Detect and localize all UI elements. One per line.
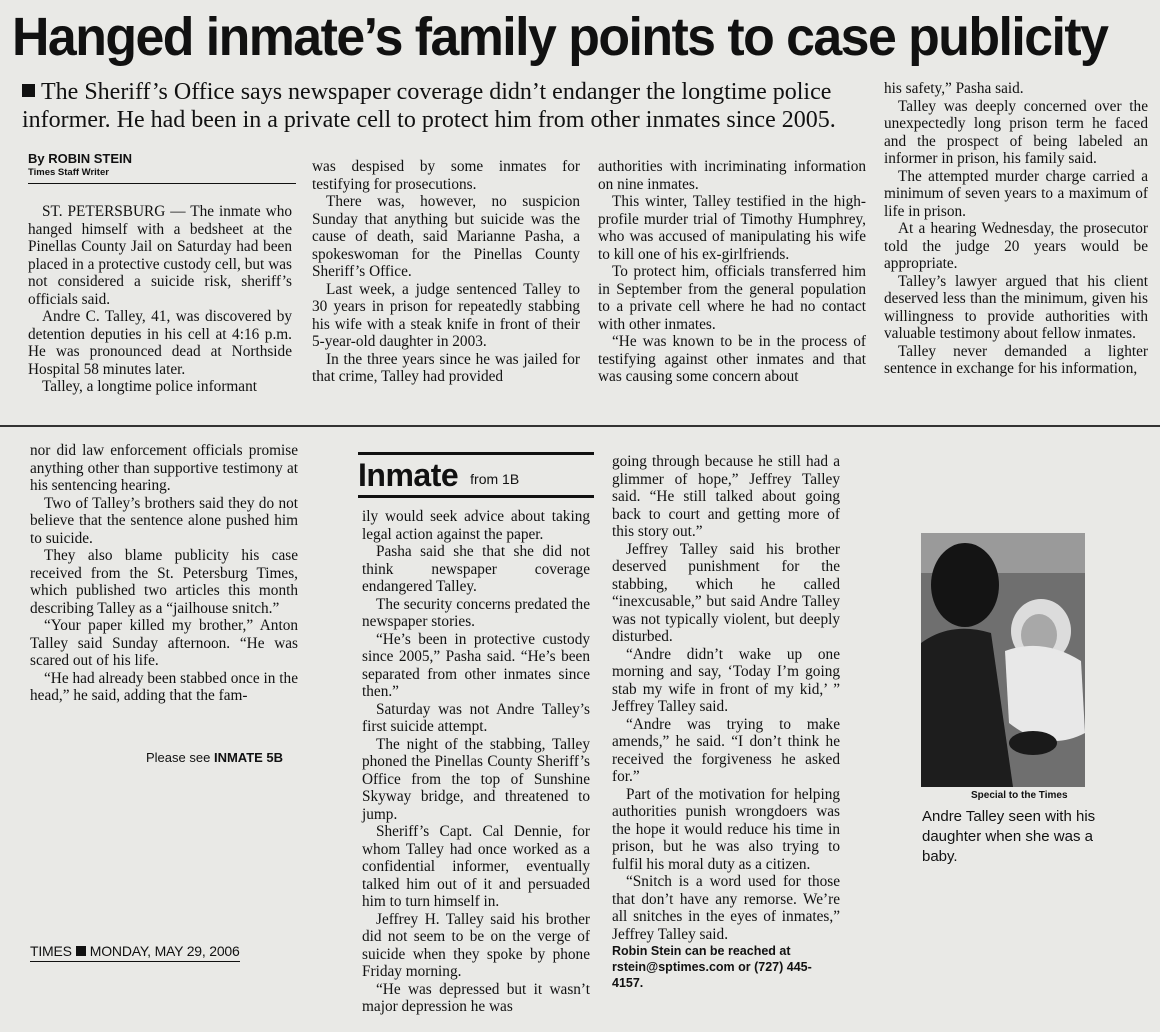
- paragraph: The security concerns predated the newspaper stories.: [362, 595, 590, 630]
- see-more-prefix: Please see: [146, 750, 211, 765]
- bullet-icon: [22, 84, 35, 97]
- paragraph: “Snitch is a word used for those that don’t have any remorse. We’re all snitches in the eyes of inmates,” Jeffrey Talley said.: [612, 873, 840, 943]
- dateline-date: MONDAY, MAY 29, 2006: [89, 943, 240, 959]
- paragraph: Part of the motivation for helping authorities punish wrongdoers was the hope it would reduce his time in prison, but he was also trying to fulfil his moral duty as a citizen.: [612, 785, 840, 873]
- square-bullet-icon: [76, 946, 86, 956]
- byline: [28, 152, 296, 184]
- column-4: [884, 80, 1148, 378]
- column-5: [30, 442, 298, 705]
- paragraph: Last week, a judge sentenced Talley to 30 years in prison for repeatedly stabbing his wife with a steak knife in front of their 5-year-old daughter in 2003.: [312, 280, 580, 350]
- column-7: [612, 453, 840, 991]
- byline-role: Times Staff Writer: [28, 167, 109, 178]
- paragraph: his safety,” Pasha said.: [884, 80, 1024, 97]
- paragraph: “He was depressed but it wasn’t major depression he was: [362, 980, 590, 1015]
- dateline: [30, 943, 240, 962]
- paragraph: Talley was deeply concerned over the unexpectedly long prison term he faced and the prospect of being labeled an informer in prison, his family said.: [884, 97, 1148, 167]
- paragraph: “He was known to be in the process of testifying against other inmates and that was causing some concern about: [598, 333, 866, 385]
- paragraph: “Your paper killed my brother,” Anton Talley said Sunday afternoon. “He was scared out of his life.: [30, 617, 298, 669]
- see-more: [146, 750, 283, 765]
- paragraph: “Andre didn’t wake up one morning and say, ‘Today I’m going stab my wife in front of my kid,’ ” Jeffrey Talley said.: [612, 645, 840, 715]
- paragraph: “He had already been stabbed once in the head,” he said, adding that the fam-: [30, 669, 298, 704]
- paragraph: Saturday was not Andre Talley’s first suicide attempt.: [362, 700, 590, 735]
- column-2: [312, 158, 580, 386]
- paragraph: The attempted murder charge carried a minimum of seven years to a maximum of life in prison.: [884, 167, 1148, 220]
- dateline-paper: TIMES: [30, 943, 72, 959]
- photo: [921, 533, 1085, 787]
- jump-head: [358, 452, 594, 498]
- paragraph: In the three years since he was jailed for that crime, Talley had provided: [312, 350, 580, 385]
- paragraph: “Andre was trying to make amends,” he said. “I don’t think he received the forgiveness he asked for.”: [612, 715, 840, 785]
- paragraph: nor did law enforcement officials promise anything other than supportive testimony at his sentencing hearing.: [30, 442, 298, 494]
- fold-divider: [0, 425, 1160, 427]
- deck: [22, 78, 862, 134]
- paragraph: Two of Talley’s brothers said they do not believe that the sentence alone pushed him to suicide.: [30, 494, 298, 547]
- paragraph: Talley, a longtime police informant: [42, 378, 257, 395]
- paragraph: going through because he still had a glimmer of hope,” Jeffrey Talley said. “He still talked about going back to court and getting more of this story out.”: [612, 453, 840, 540]
- column-1: [28, 203, 292, 396]
- paragraph: authorities with incriminating information on nine inmates.: [598, 158, 866, 193]
- headline: Hanged inmate’s family points to case publicity: [12, 7, 1108, 67]
- paragraph: At a hearing Wednesday, the prosecutor told the judge 20 years would be appropriate.: [884, 220, 1148, 272]
- paragraph: Pasha said she that she did not think newspaper coverage endangered Talley.: [362, 543, 590, 595]
- jump-title: Inmate: [358, 456, 459, 493]
- paragraph: The night of the stabbing, Talley phoned the Pinellas County Sheriff’s Office from the top of Sunshine Skyway bridge, and threatened to jump.: [362, 735, 590, 823]
- deck-text: The Sheriff’s Office says newspaper coverage didn’t endanger the longtime police informer. He had been in a private cell to protect him from other inmates since 2005.: [22, 79, 836, 133]
- see-more-target: INMATE 5B: [213, 750, 284, 765]
- paragraph: Jeffrey H. Talley said his brother did not seem to be on the verge of suicide when they spoke by phone Friday morning.: [362, 910, 590, 980]
- paragraph: Andre C. Talley, 41, was discovered by detention deputies in his cell at 4:16 p.m. He was pronounced dead at Northside Hospital 58 minutes later.: [28, 308, 292, 378]
- byline-name: By ROBIN STEIN: [28, 151, 133, 166]
- paragraph: ily would seek advice about taking legal action against the paper.: [362, 508, 590, 543]
- paragraph: They also blame publicity his case received from the St. Petersburg Times, which published two articles this month describing Talley as a “jailhouse snitch.”: [30, 547, 298, 617]
- paragraph: was despised by some inmates for testifying for prosecutions.: [312, 158, 580, 193]
- paragraph: There was, however, no suspicion Sunday that anything but suicide was the cause of death, said Marianne Pasha, a spokeswoman for the Pinellas County Sheriff’s Office.: [312, 193, 580, 280]
- photo-image: [921, 533, 1085, 787]
- paragraph: To protect him, officials transferred him in September from the general population to a private cell where he had no contact with other inmates.: [598, 263, 866, 333]
- paragraph: Jeffrey Talley said his brother deserved punishment for the stabbing, which he called “inexcusable,” but said Andre Talley was not typically violent, but deeply disturbed.: [612, 540, 840, 645]
- paragraph: “He’s been in protective custody since 2005,” Pasha said. “He’s been separated from other inmates since then.”: [362, 630, 590, 700]
- column-3: [598, 158, 866, 386]
- jump-from: from 1B: [470, 471, 520, 487]
- paragraph: Sheriff’s Capt. Cal Dennie, for whom Talley had once worked as a confidential informer, eventually talked him out of it and persuaded him to turn himself in.: [362, 823, 590, 910]
- paragraph: Talley’s lawyer argued that his client deserved less than the minimum, given his willingness to provide authorities with valuable testimony about fellow inmates.: [884, 272, 1148, 342]
- author-contact: Robin Stein can be reached at rstein@sptimes.com or (727) 445-4157.: [612, 944, 812, 990]
- column-6: [362, 508, 590, 1016]
- paragraph: ST. PETERSBURG — The inmate who hanged himself with a bedsheet at the Pinellas County Jail on Saturday had been placed in a protective custody cell, but was not considered a suicide risk, sheriff’s officials said.: [28, 203, 292, 308]
- paragraph: This winter, Talley testified in the high-profile murder trial of Timothy Humphrey, who was accused of manipulating his wife to kill one of his ex-girlfriends.: [598, 193, 866, 263]
- paragraph: Talley never demanded a lighter sentence in exchange for his information,: [884, 342, 1148, 377]
- photo-caption: Andre Talley seen with his daughter when she was a baby.: [922, 808, 1096, 865]
- photo-credit: Special to the Times: [971, 790, 1068, 801]
